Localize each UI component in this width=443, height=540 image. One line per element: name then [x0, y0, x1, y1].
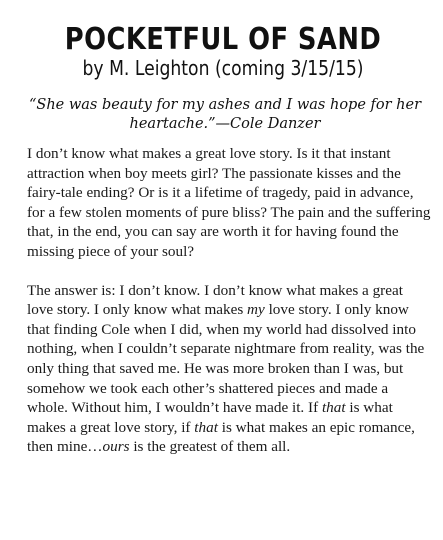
pull-quote: “She was beauty for my ashes and I was hope for her heartache.”—Cole Danzer	[28, 97, 422, 132]
emphasis-ours: ours	[102, 438, 130, 456]
emphasis-that: that	[321, 399, 346, 417]
paragraph-2-text: The answer is: I don’t know. I don’t know what makes a great love story. I only know what makes	[27, 281, 403, 319]
book-subtitle: by M. Leighton (coming 3/15/15)	[82, 56, 364, 80]
paragraph-2-text: is what makes an epic romance, then mine…	[27, 418, 415, 456]
book-title: POCKETFUL OF SAND	[64, 22, 382, 57]
paragraph-2	[27, 281, 431, 457]
paragraph-2-text: is what makes a great love story, if	[27, 399, 393, 436]
paragraph-2-text: love story. I only know that finding Cole when I did, when my world had dissolved into nothing, when I couldn’t separate nightmare from reality, was the only thing that saved me. He was more broken than I was, but somehow we took each other’s shattered pieces and made a whole. Without him, I wouldn’t have made it. If	[27, 301, 425, 417]
paragraph-1: I don’t know what makes a great love story. Is it that instant attraction when boy meets girl? The passionate kisses and the fairy-tale ending? Or is it a lifetime of tragedy, paid in advance, for a few stolen moments of pure bliss? The pain and the suffering that, in the end, you can say are worth it for having found the missing piece of your soul?	[27, 145, 431, 260]
paragraph-2-text: is the greatest of them all.	[129, 438, 291, 456]
emphasis-my: my	[247, 301, 265, 319]
emphasis-that: that	[194, 418, 218, 436]
